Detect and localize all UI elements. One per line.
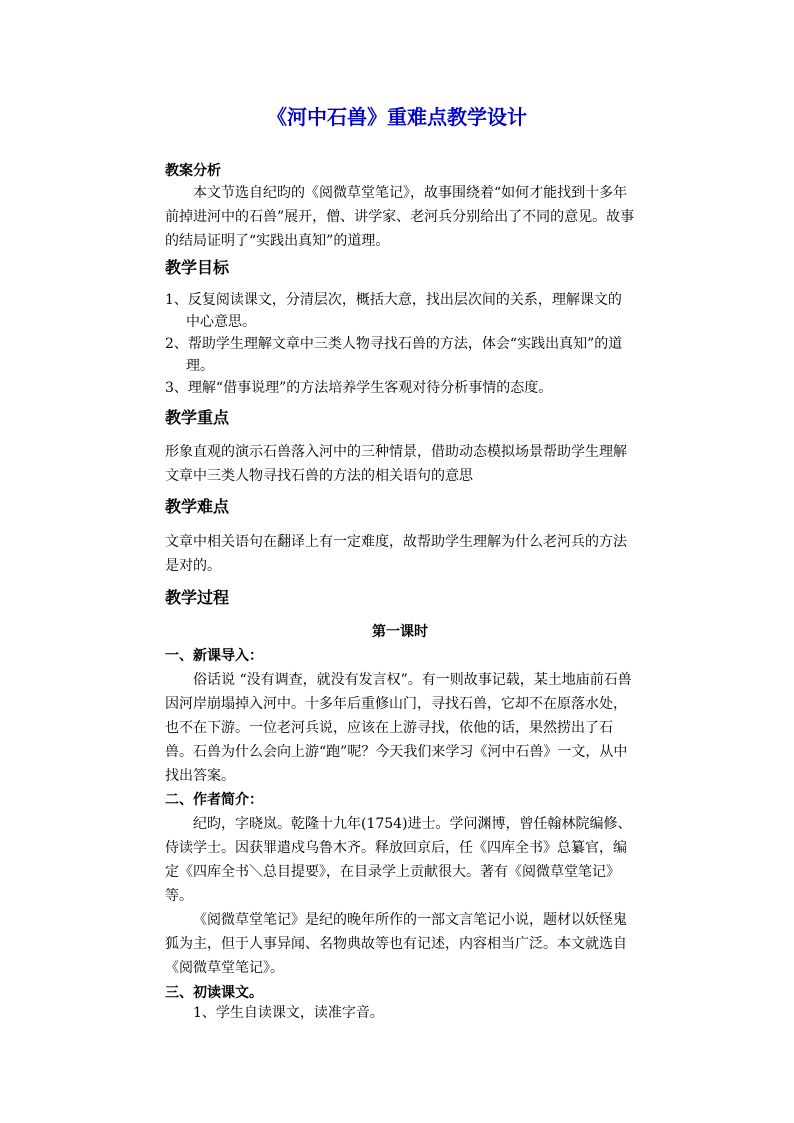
difficulty-heading: 教学难点: [165, 497, 230, 516]
key-body: [165, 440, 635, 488]
difficulty-section: [165, 496, 635, 518]
difficulty-body: [165, 530, 635, 578]
section-2-text-2: 《阅微草堂笔记》是纪的晚年所作的一部文言笔记小说，题材以妖怪鬼狐为主，但于人事异闻、名物典故等也有记述，内容相当广泛。本文就选自《阅微草堂笔记》。: [165, 912, 627, 976]
key-text: 形象直观的演示石兽落入河中的三种情景，借助动态模拟场景帮助学生理解文章中三类人物寻找石兽的方法的相关语句的意思: [165, 444, 627, 484]
section-3-body: [165, 1002, 635, 1024]
goals-section: [165, 257, 635, 279]
goal-item-3: 3、理解“借事说理”的方法培养学生客观对待分析事情的态度。: [165, 380, 553, 396]
section-2-heading: 二、作者简介：: [165, 792, 263, 808]
section-3-item-1: 1、学生自读课文，读准字音。: [193, 1005, 384, 1021]
analysis-text: 本文节选自纪昀的《阅微草堂笔记》，故事围绕着“如何才能找到十多年前掉进河中的石兽”展开，僧、讲学家、老河兵分别给出了不同的意见。故事的结局证明了“实践出真知”的道理。: [165, 185, 635, 249]
section-1-body: [165, 668, 635, 788]
goal-item-2: 2、帮助学生理解文章中三类人物寻找石兽的方法，体会“实践出真知”的道理。: [165, 336, 623, 374]
key-heading: 教学重点: [165, 408, 230, 427]
analysis-section: [165, 161, 635, 253]
key-section: [165, 407, 635, 429]
section-1-text: 俗话说 “没有调查，就没有发言权”。有一则故事记载，某土地庙前石兽因河岸崩塌掉入河中。十多年后重修山门，寻找石兽，它却不在原落水处，也不在下游。一位老河兵说，应该在上游寻找，依他的话，果然捞出了石兽。石兽为什么会向上游“跑”呢？今天我们来学习《河中石兽》一文，从中找出答案。: [165, 672, 632, 784]
difficulty-text: 文章中相关语句在翻译上有一定难度，故帮助学生理解为什么老河兵的方法是对的。: [165, 534, 627, 574]
section-1-heading: 一、新课导入：: [165, 648, 263, 664]
lesson-heading: 第一课时: [372, 624, 428, 640]
section-2-body: [165, 812, 635, 980]
section-3-heading: 三、初读课文。: [165, 985, 263, 1001]
process-heading: 教学过程: [165, 588, 230, 607]
goal-item-1: 1、反复阅读课文，分清层次，概括大意，找出层次间的关系，理解课文的中心意思。: [165, 292, 622, 330]
document-title: 《河中石兽》重难点教学设计: [267, 105, 527, 129]
goals-list: [165, 289, 635, 399]
process-section: [165, 587, 635, 609]
goals-heading: 教学目标: [165, 258, 230, 277]
section-2-text-1: 纪昀，字晓岚。乾隆十九年(1754)进士。学问渊博，曾任翰林院编修、侍读学士。因获罪遣戍乌鲁木齐。释放回京后，任《四库全书》总纂官，编定《四库全书＼总目提要》，在目录学上贡献很大。著有《阅微草堂笔记》等。: [165, 816, 632, 904]
analysis-heading: 教案分析: [165, 163, 221, 179]
